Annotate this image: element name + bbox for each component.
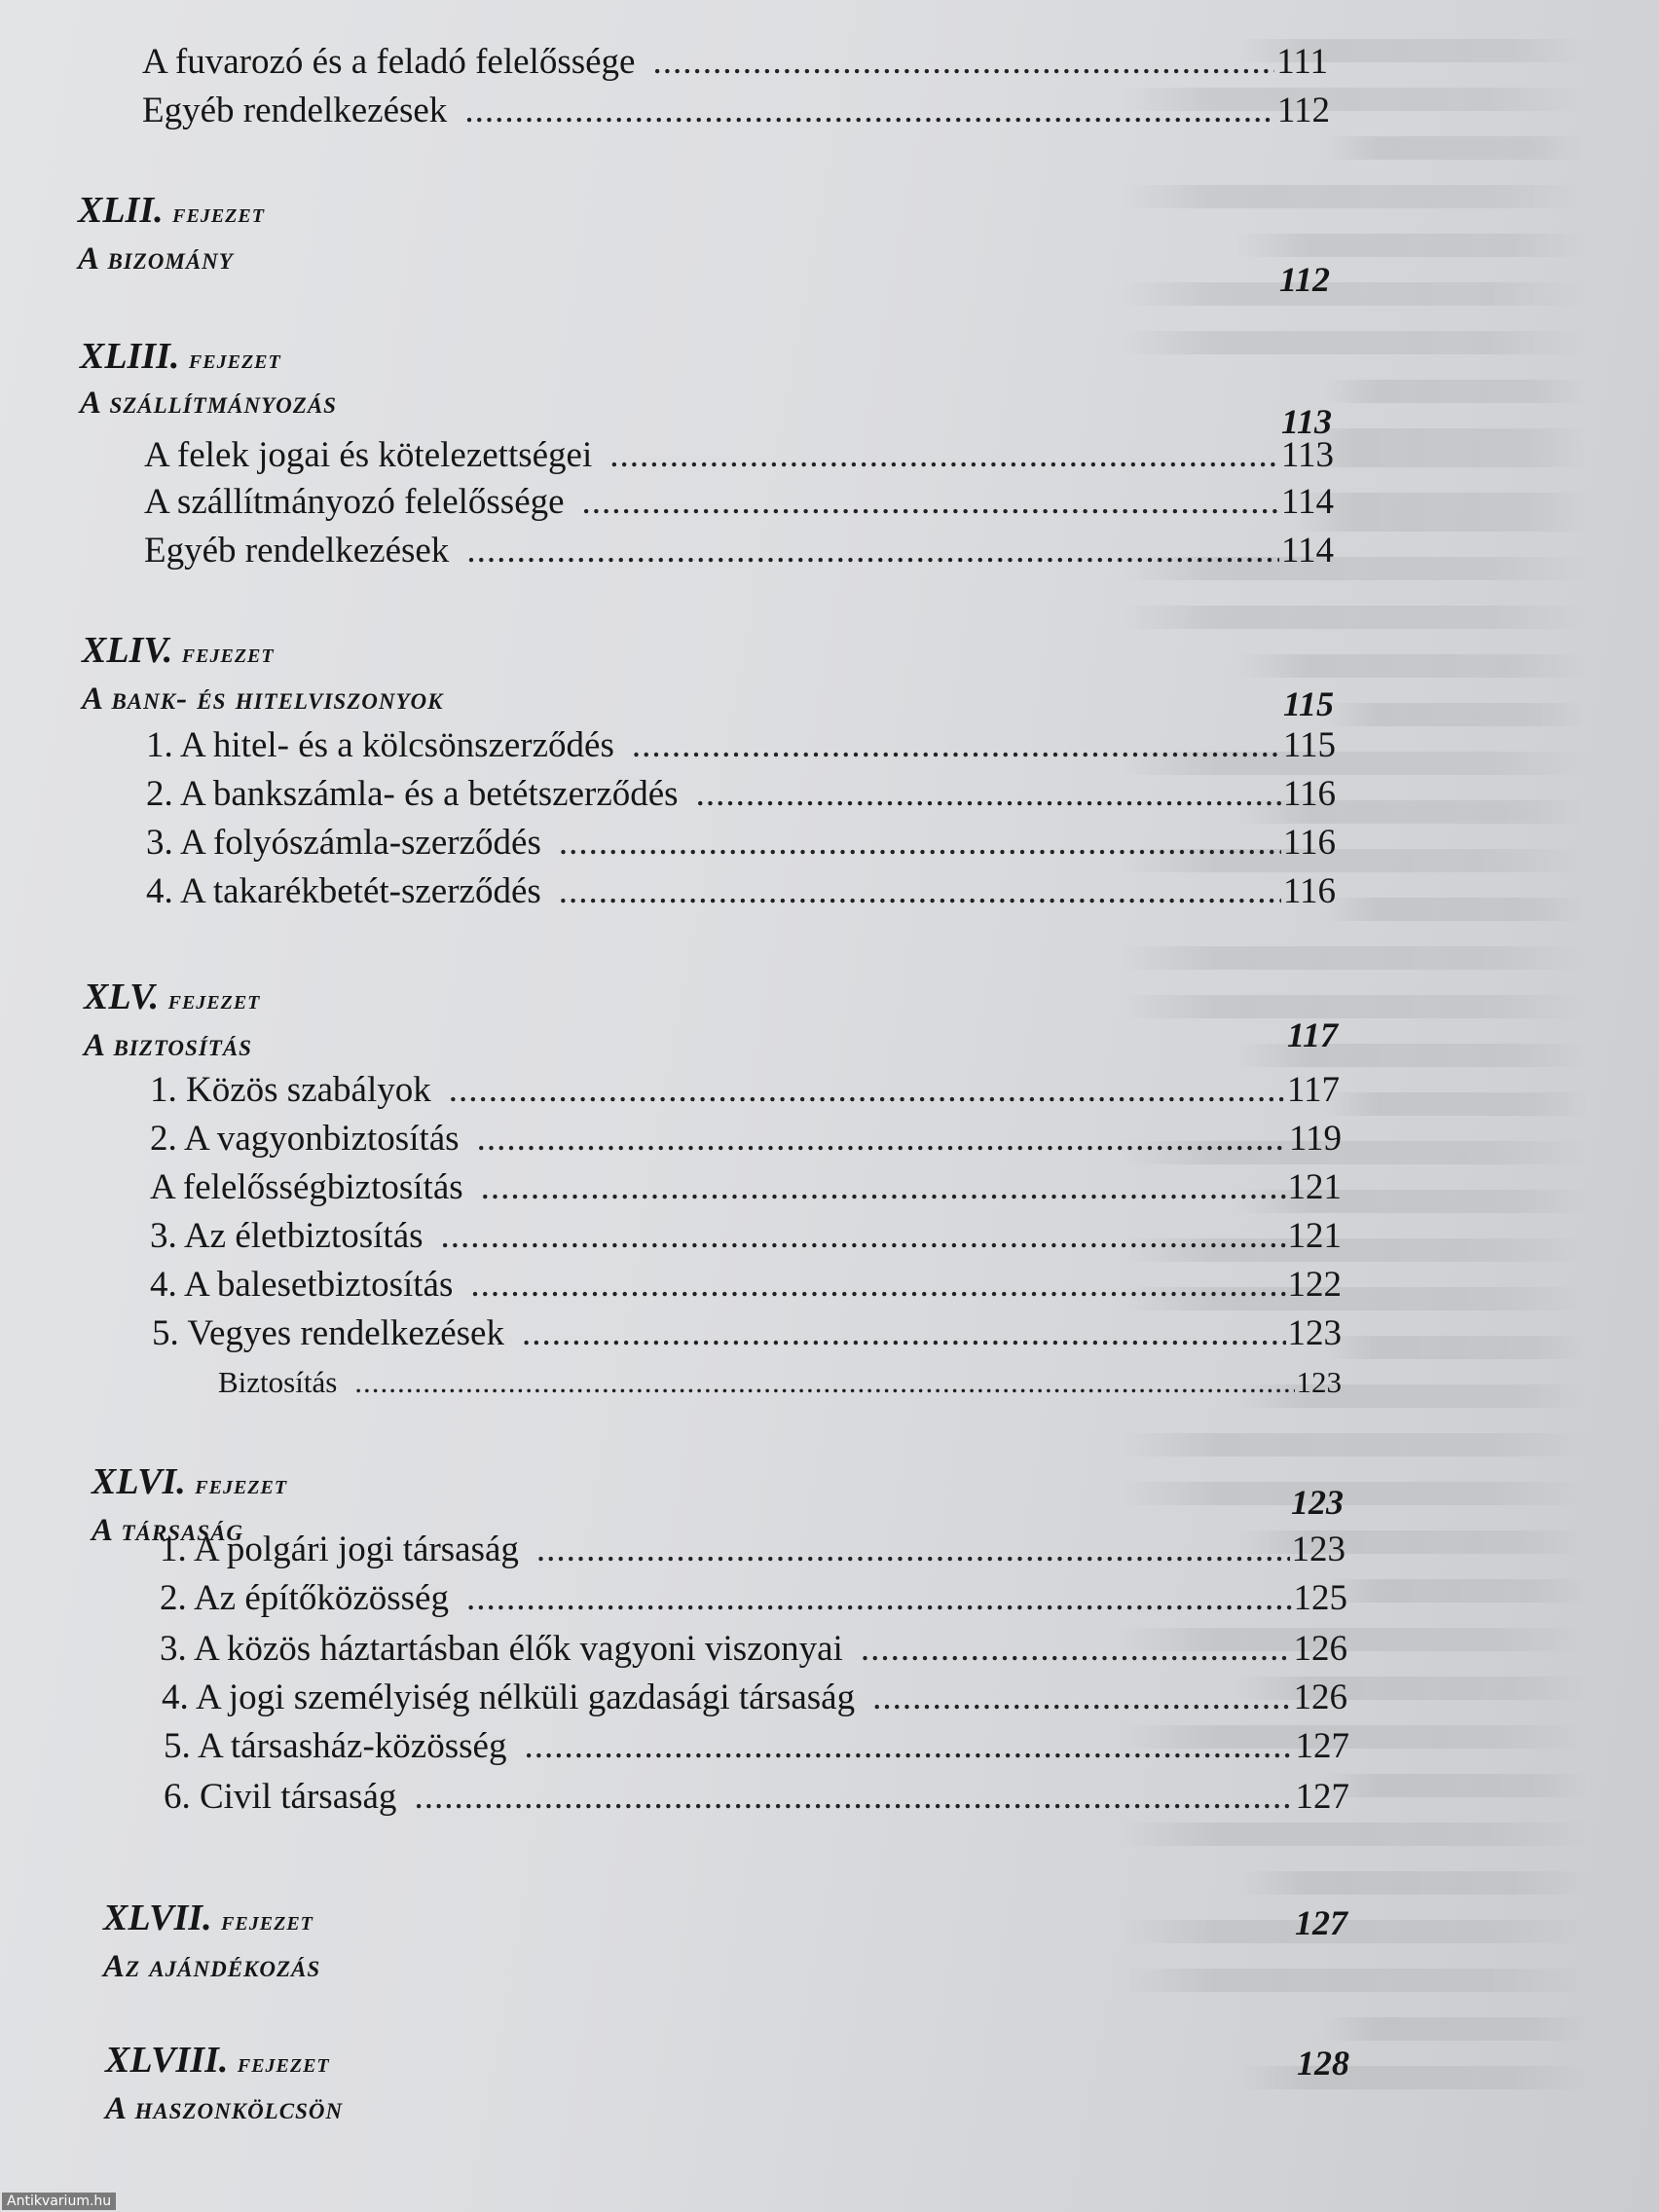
leader-dots	[414, 1776, 1293, 1818]
leader-dots	[536, 1529, 1290, 1570]
chapter-title: A társaság	[92, 1513, 244, 1548]
toc-entry-page: 111	[1276, 42, 1328, 82]
toc-entry-label: A fuvarozó és a feladó felelőssége	[142, 42, 636, 82]
chapter-number: XLII. fejezet	[78, 190, 265, 231]
leader-dots	[354, 1365, 1294, 1400]
toc-entry	[218, 1365, 1342, 1400]
toc-entry	[142, 41, 1328, 83]
toc-entry-page: 127	[1295, 1726, 1349, 1766]
toc-entry-label: 3. A folyószámla-szerződés	[146, 823, 541, 863]
toc-entry-page: 119	[1288, 1119, 1342, 1159]
leader-dots	[464, 90, 1275, 131]
toc-entry-label: A felek jogai és kötelezettségei	[144, 435, 593, 475]
chapter-page: 113	[1280, 402, 1332, 441]
toc-entry-page: 116	[1282, 774, 1336, 814]
toc-entry	[164, 1776, 1349, 1818]
leader-dots	[470, 1264, 1285, 1306]
chapter-page: 123	[1291, 1483, 1344, 1522]
toc-entry-page: 113	[1280, 435, 1334, 475]
toc-entry-label: 6. Civil társaság	[164, 1777, 397, 1817]
chapter-page: 128	[1297, 2044, 1349, 2083]
toc-entry	[144, 481, 1334, 523]
leader-dots	[559, 822, 1281, 864]
toc-entry	[160, 1577, 1347, 1619]
toc-entry	[160, 1628, 1347, 1670]
toc-entry-label: 4. A jogi személyiség nélküli gazdasági társaság	[162, 1677, 856, 1717]
toc-entry-page: 127	[1295, 1777, 1349, 1817]
leader-dots	[861, 1628, 1292, 1670]
leader-dots	[466, 1577, 1292, 1619]
chapter-number: XLVI. fejezet	[92, 1461, 288, 1502]
toc-entry-page: 116	[1282, 823, 1336, 863]
toc-entry-page: 123	[1287, 1313, 1342, 1353]
toc-entry-page: 114	[1280, 531, 1334, 571]
toc-entry-page: 116	[1282, 871, 1336, 911]
toc-entry-label: 3. Az életbiztosítás	[150, 1216, 424, 1256]
toc-entry-label: A szállítmányozó felelőssége	[144, 482, 565, 522]
leader-dots	[696, 773, 1281, 815]
chapter-number: XLVII. fejezet	[103, 1898, 313, 1938]
chapter-number: XLV. fejezet	[84, 977, 261, 1017]
toc-entry	[150, 1264, 1342, 1306]
toc-entry-page: 125	[1293, 1578, 1347, 1618]
leader-dots	[652, 41, 1274, 83]
toc-entry-label: 2. A vagyonbiztosítás	[150, 1119, 460, 1159]
toc-entry-page: 121	[1287, 1216, 1342, 1256]
chapter-title: A bizomány	[78, 241, 234, 276]
leader-dots	[559, 870, 1281, 912]
toc-entry	[146, 773, 1336, 815]
chapter-title: A szállítmányozás	[80, 386, 337, 421]
toc-entry	[160, 1529, 1346, 1570]
leader-dots	[872, 1677, 1291, 1718]
leader-dots	[609, 434, 1279, 476]
leader-dots	[449, 1069, 1285, 1111]
chapter-title: A biztosítás	[84, 1028, 252, 1063]
chapter-page: 117	[1286, 1015, 1338, 1054]
chapter-page: 115	[1282, 684, 1334, 723]
toc-entry-page: 112	[1276, 91, 1330, 130]
chapter-number: XLIV. fejezet	[82, 630, 275, 671]
toc-entry-page: 117	[1286, 1070, 1340, 1110]
toc-entry-label: 3. A közös háztartásban élők vagyoni viszonyai	[160, 1629, 843, 1669]
toc-entry	[152, 1312, 1342, 1354]
chapter-page: 127	[1295, 1903, 1347, 1942]
toc-entry-label: 1. A polgári jogi társaság	[160, 1530, 519, 1569]
toc-entry	[142, 90, 1330, 131]
toc-entry-label: 5. Vegyes rendelkezések	[152, 1313, 504, 1353]
toc-entry	[144, 434, 1334, 476]
toc-entry-page: 114	[1280, 482, 1334, 522]
chapter-page: 112	[1278, 260, 1330, 299]
toc-entry-page: 126	[1293, 1629, 1347, 1669]
chapter-number: XLIII. fejezet	[80, 336, 281, 377]
toc-entry-label: Egyéb rendelkezések	[144, 531, 450, 571]
toc-entry-page: 123	[1296, 1365, 1342, 1399]
toc-entry	[164, 1725, 1349, 1767]
toc-entry-page: 126	[1293, 1677, 1347, 1717]
leader-dots	[632, 724, 1281, 766]
toc-entry-label: 1. A hitel- és a kölcsönszerződés	[146, 725, 614, 765]
toc-entry	[162, 1677, 1347, 1718]
toc-entry	[146, 822, 1336, 864]
leader-dots	[441, 1215, 1286, 1257]
toc-entry-label: 1. Közös szabályok	[150, 1070, 431, 1110]
toc-entry-label: 5. A társasház-közösség	[164, 1726, 507, 1766]
leader-dots	[481, 1166, 1286, 1208]
chapter-number: XLVIII. fejezet	[105, 2040, 330, 2081]
toc-entry	[146, 870, 1336, 912]
leader-dots	[582, 481, 1279, 523]
toc-entry-label: 2. Az építőközösség	[160, 1578, 449, 1618]
toc-entry	[150, 1118, 1342, 1160]
toc-entry	[150, 1069, 1340, 1111]
toc-entry	[146, 724, 1336, 766]
toc-entry-page: 115	[1282, 725, 1336, 765]
toc-entry	[150, 1166, 1342, 1208]
toc-entry-label: 4. A balesetbiztosítás	[150, 1265, 454, 1305]
toc-entry-label: Egyéb rendelkezések	[142, 91, 448, 130]
leader-dots	[466, 530, 1279, 571]
toc-entry	[144, 530, 1334, 571]
toc-entry-label: Biztosítás	[218, 1365, 338, 1399]
leader-dots	[477, 1118, 1287, 1160]
chapter-title: A haszonkölcsön	[105, 2091, 344, 2126]
toc-entry-page: 122	[1287, 1265, 1342, 1305]
toc-entry	[150, 1215, 1342, 1257]
toc-entry-label: 4. A takarékbetét-szerződés	[146, 871, 541, 911]
toc-entry-label: A felelősségbiztosítás	[150, 1167, 463, 1207]
chapter-title: A bank- és hitelviszonyok	[82, 682, 444, 717]
chapter-title: Az ajándékozás	[103, 1949, 321, 1984]
leader-dots	[524, 1725, 1293, 1767]
toc-entry-label: 2. A bankszámla- és a betétszerződés	[146, 774, 679, 814]
toc-entry-page: 121	[1287, 1167, 1342, 1207]
watermark: Antikvarium.hu	[2, 2193, 116, 2210]
leader-dots	[522, 1312, 1286, 1354]
toc-entry-page: 123	[1291, 1530, 1346, 1569]
